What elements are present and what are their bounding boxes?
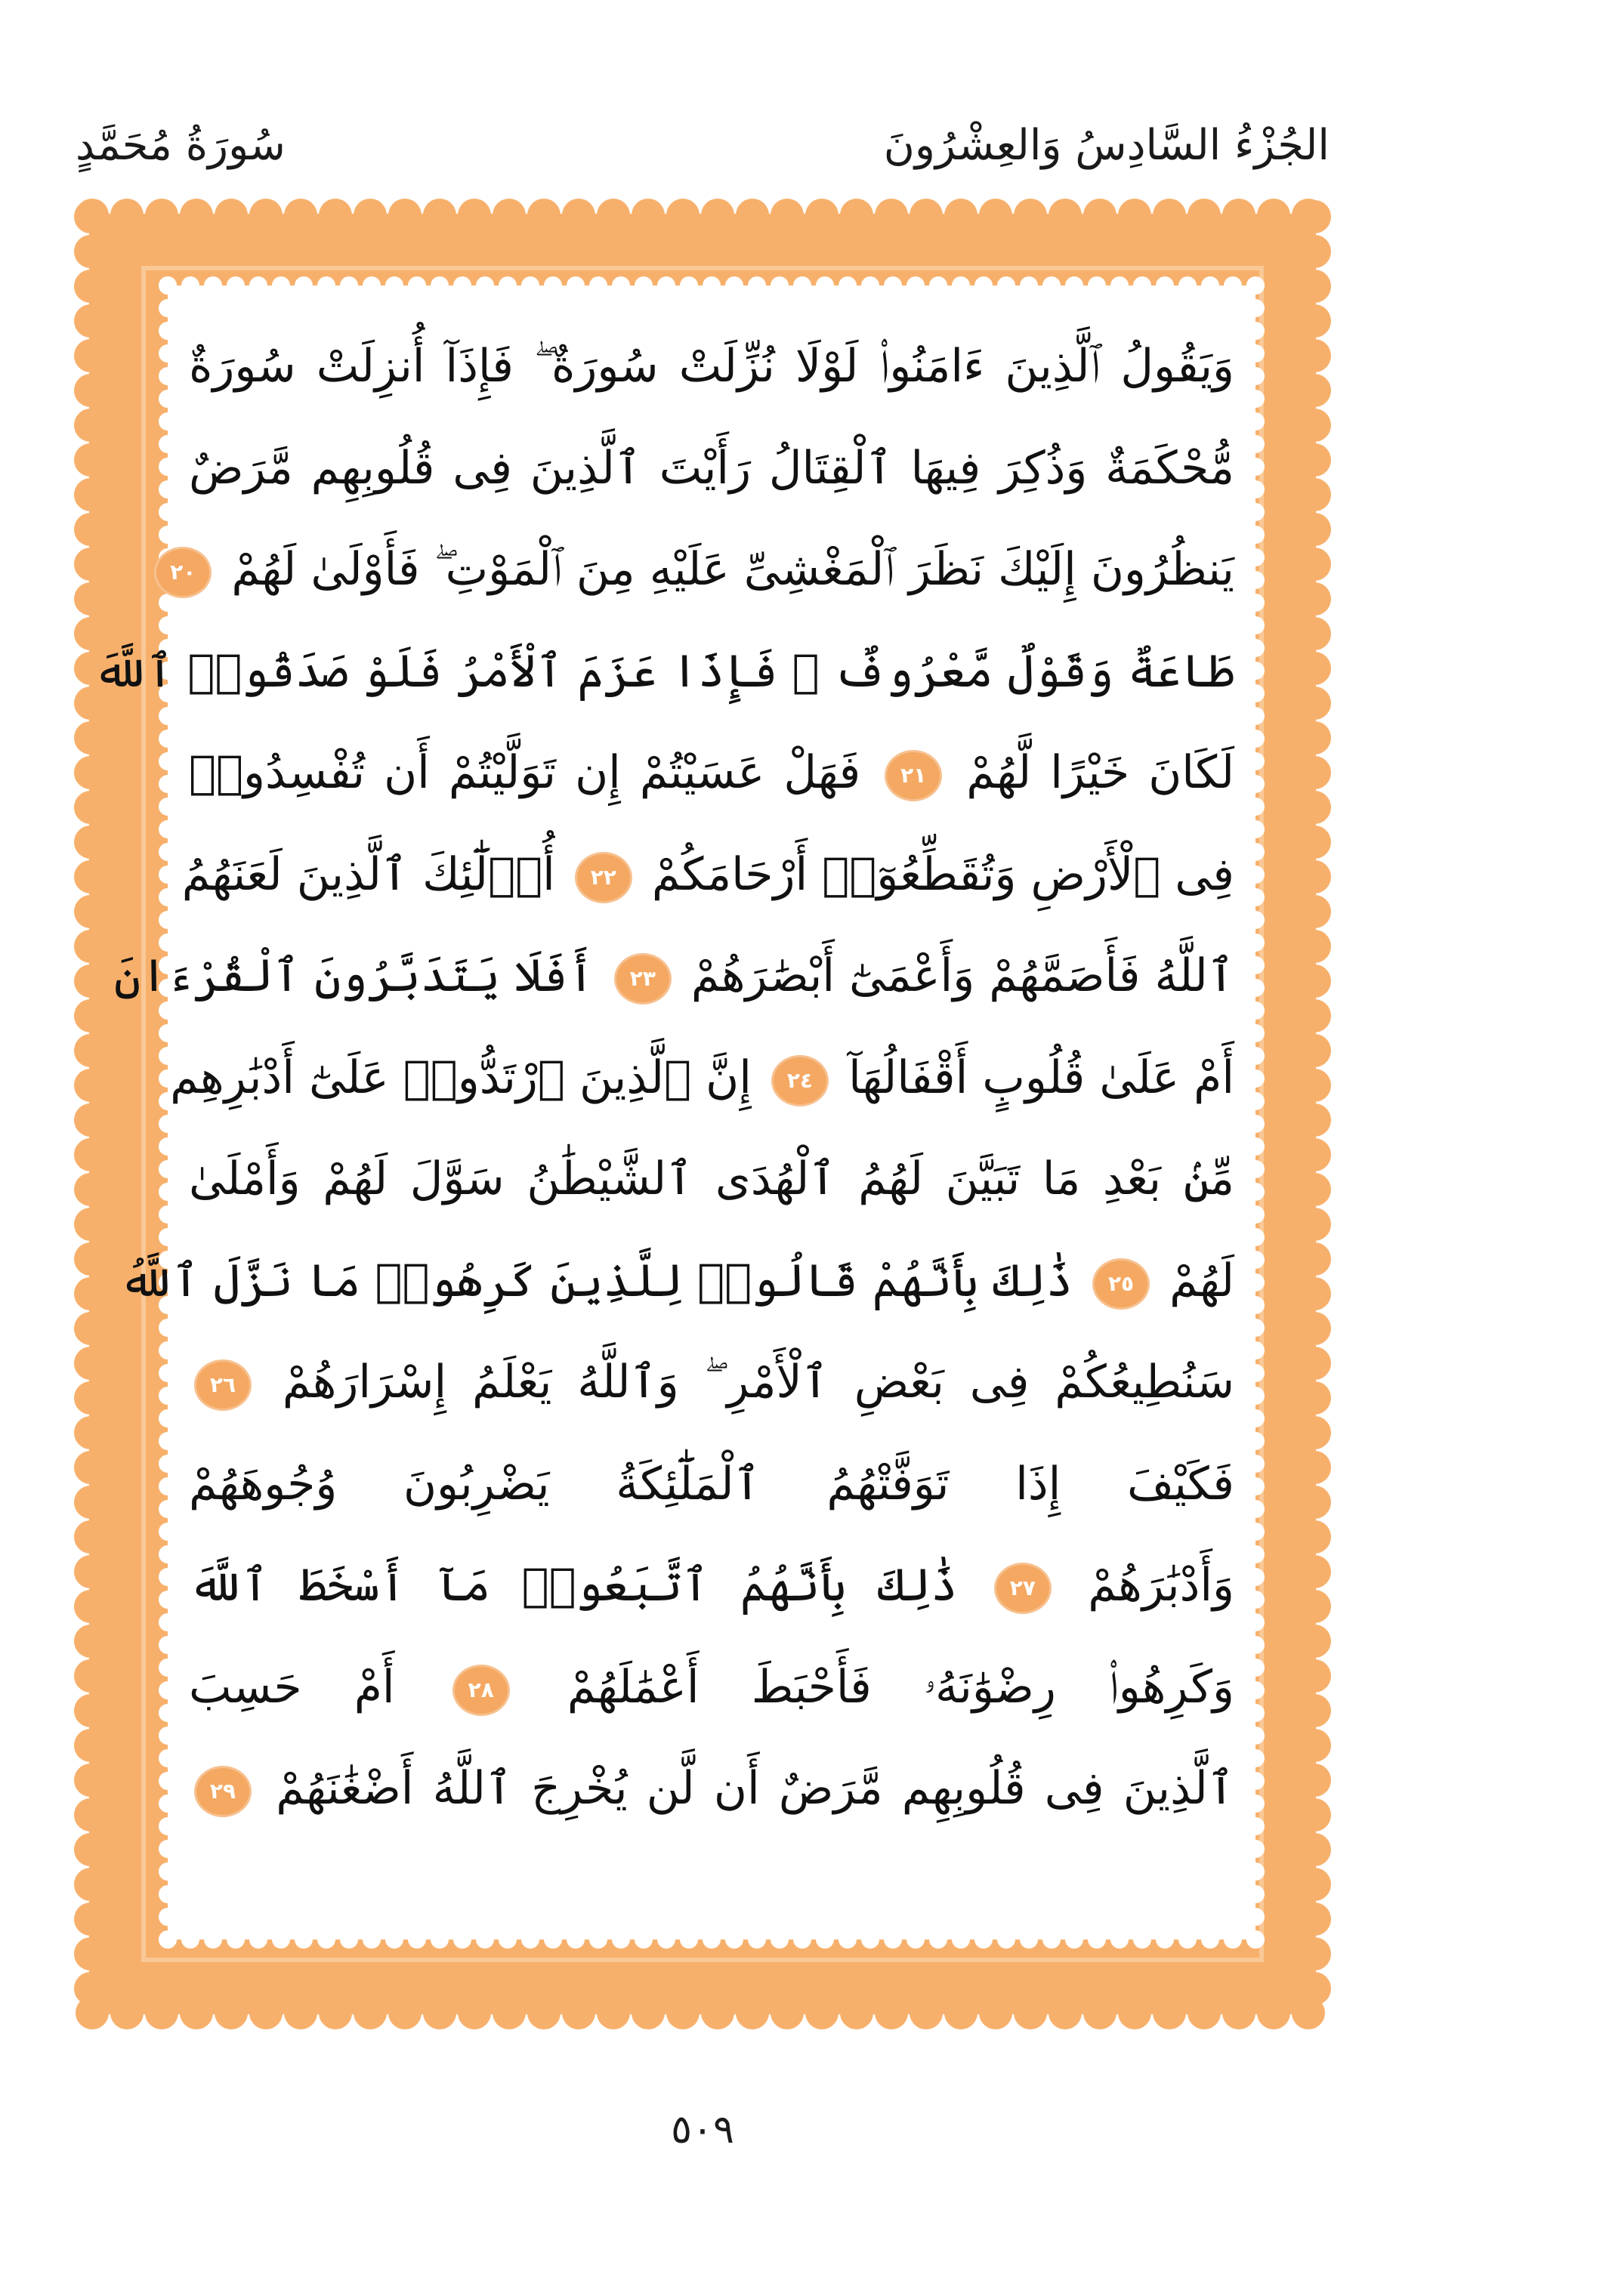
ayah-number-marker: ٢٣ [616, 955, 669, 1002]
verse-line [189, 1332, 1234, 1433]
surah-title: سُورَةُ مُحَمَّدٍ [76, 121, 286, 170]
verse-panel [93, 285, 1255, 1940]
verse-line [189, 1637, 1234, 1739]
verse-text: ذَٰلِكَ بِأَنَّهُمُ ٱتَّبَعُوا۟ مَآ أَسْخَطَ ٱللَّهَ [189, 1559, 958, 1612]
ayah-number-marker: ٢٥ [1095, 1261, 1147, 1307]
page-number: ٥٠٩ [671, 2107, 734, 2152]
verse-text: لَهُمْ [1169, 1254, 1234, 1307]
juz-title: الجُزْءُ السَّادِسُ وَالعِشْرُونَ [883, 121, 1330, 170]
verse-line [181, 824, 1234, 926]
ayah-number-marker: ٢٠ [156, 549, 209, 596]
verse-line [189, 418, 1234, 520]
verse-text: وَيَقُولُ ٱلَّذِينَ ءَامَنُوا۟ لَوْلَا نُزِّلَتْ سُورَةٌ ۖ فَإِذَآ أُنزِلَتْ سُورَةٌ [189, 340, 1234, 393]
verse-line [170, 1027, 1234, 1129]
ayah-number-marker: ٢٢ [577, 854, 630, 901]
verse-text: ٱلَّذِينَ فِى قُلُوبِهِم مَّرَضٌ أَن لَّن يُخْرِجَ ٱللَّهُ أَضْغَٰنَهُمْ [276, 1762, 1234, 1815]
verse-text: فِى ٱلْأَرْضِ وَتُقَطِّعُوٓا۟ أَرْحَامَكُمْ [651, 847, 1234, 901]
verse-text: فَكَيْفَ إِذَا تَوَفَّتْهُمُ ٱلْمَلَٰٓئِكَةُ يَضْرِبُونَ وُجُوهَهُمْ [189, 1457, 1234, 1511]
verse-text: وَكَرِهُوا۟ رِضْوَٰنَهُۥ فَأَحْبَطَ أَعْمَٰلَهُمْ [567, 1660, 1235, 1714]
verse-text: فَهَلْ عَسَيْتُمْ إِن تَوَلَّيْتُمْ أَن تُفْسِدُوا۟ [189, 746, 861, 799]
verse-text: وَأَدْبَٰرَهُمْ [1088, 1559, 1234, 1612]
ayah-number-marker: ٢٦ [196, 1362, 249, 1409]
verse-text: ٱللَّهُ فَأَصَمَّهُمْ وَأَعْمَىٰٓ أَبْصَٰرَهُمْ [690, 949, 1234, 1002]
verse-text: أَفَلَا يَتَدَبَّرُونَ ٱلْقُرْءَانَ [113, 949, 595, 1002]
verse-text: أَمْ حَسِبَ [189, 1660, 395, 1714]
verse-line [93, 621, 1234, 723]
verse-line [170, 519, 1234, 621]
verse-text: إِنَّ ٱلَّذِينَ ٱرْتَدُّوا۟ عَلَىٰٓ أَدْبَٰرِهِم [170, 1051, 752, 1104]
verse-line [189, 1128, 1234, 1230]
ayah-number-marker: ٢١ [887, 752, 940, 799]
verse-text: ذَٰلِكَ بِأَنَّهُمْ قَالُوا۟ لِلَّذِينَ كَرِهُوا۟ مَا نَزَّلَ ٱللَّهُ [119, 1254, 1073, 1307]
verse-line [189, 316, 1234, 418]
verse-line [113, 925, 1234, 1027]
verse-text: سَنُطِيعُكُمْ فِى بَعْضِ ٱلْأَمْرِ ۖ وَٱللَّهُ يَعْلَمُ إِسْرَارَهُمْ [282, 1356, 1234, 1409]
verse-text: أُو۟لَٰٓئِكَ ٱلَّذِينَ لَعَنَهُمُ [181, 847, 555, 901]
verse-text: يَنظُرُونَ إِلَيْكَ نَظَرَ ٱلْمَغْشِىِّ عَلَيْهِ مِنَ ٱلْمَوْتِ ۖ فَأَوْلَىٰ لَهُمْ [231, 543, 1234, 596]
ayah-number-marker: ٢٩ [196, 1768, 249, 1815]
verse-text: أَمْ عَلَىٰ قُلُوبٍ أَقْفَالُهَآ [848, 1051, 1234, 1104]
verse-text: لَكَانَ خَيْرًا لَّهُمْ [966, 746, 1235, 799]
ayah-number-marker: ٢٤ [774, 1057, 826, 1104]
verse-line [119, 1230, 1234, 1332]
verse-lines [93, 316, 1235, 1840]
page-header [76, 113, 1330, 196]
verse-text: طَاعَةٌ وَقَوْلٌ مَّعْرُوفٌ ۚ فَإِذَا عَزَمَ ٱلْأَمْرُ فَلَوْ صَدَقُوا۟ ٱللَّهَ [93, 644, 1234, 698]
verse-text: مُّحْكَمَةٌ وَذُكِرَ فِيهَا ٱلْقِتَالُ رَأَيْتَ ٱلَّذِينَ فِى قُلُوبِهِم مَّرَضٌ [189, 441, 1234, 495]
verse-line [189, 1433, 1234, 1535]
ayah-number-marker: ٢٨ [455, 1667, 508, 1714]
verse-text: مِّنۢ بَعْدِ مَا تَبَيَّنَ لَهُمُ ٱلْهُدَى ٱلشَّيْطَٰنُ سَوَّلَ لَهُمْ وَأَمْلَىٰ [189, 1153, 1234, 1205]
verse-line [189, 722, 1234, 824]
ayah-number-marker: ٢٧ [996, 1565, 1049, 1612]
verse-line [189, 1535, 1234, 1637]
verse-line [189, 1738, 1234, 1840]
